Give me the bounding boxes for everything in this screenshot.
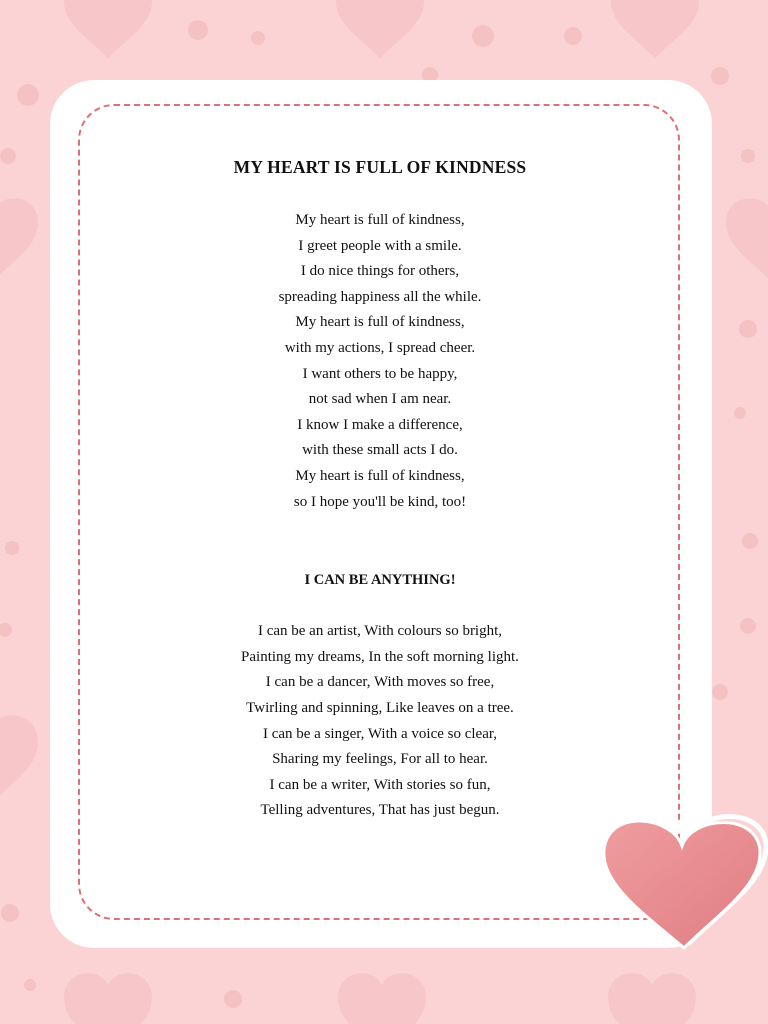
bg-heart-icon <box>611 0 699 59</box>
poem-line: I know I make a difference, <box>297 416 463 433</box>
poem-line: with these small acts I do. <box>302 442 458 459</box>
poem-line: I can be an artist, With colours so bright, <box>257 623 503 640</box>
heart-icon <box>596 808 768 956</box>
poem-content <box>80 104 680 824</box>
poem-line: Sharing my feelings, For all to hear. <box>272 751 488 768</box>
poem-title-2: I CAN BE ANYTHING! <box>304 572 456 589</box>
poem-body-2 <box>80 619 680 824</box>
poem-line: My heart is full of kindness, <box>295 212 465 228</box>
poem-line: I can be a writer, With stories so fun, <box>269 776 491 793</box>
poem-line: I greet people with a smile. <box>298 237 462 254</box>
poem-line: spreading happiness all the while. <box>278 288 482 305</box>
bg-heart-icon <box>726 198 768 280</box>
poem-line: My heart is full of kindness, <box>295 314 465 331</box>
poem-title: MY HEART IS FULL OF KINDNESS <box>233 157 527 177</box>
bg-heart-icon <box>338 973 426 1024</box>
poem-line: I do nice things for others, <box>300 263 460 280</box>
poem-line: not sad when I am near. <box>308 391 452 408</box>
poem-line: Twirling and spinning, Like leaves on a tree. <box>246 699 514 716</box>
poem-line: I can be a singer, With a voice so clear, <box>262 725 498 742</box>
bg-heart-icon <box>64 973 152 1024</box>
poem-line: I can be a dancer, With moves so free, <box>265 674 495 691</box>
poem-line: I want others to be happy, <box>302 365 458 382</box>
poem-line: Painting my dreams, In the soft morning light. <box>241 648 519 665</box>
poem-body <box>80 208 680 515</box>
bg-heart-icon <box>336 0 424 59</box>
poem-line: so I hope you'll be kind, too! <box>293 493 467 510</box>
poem-line: Telling adventures, That has just begun. <box>260 802 500 819</box>
bg-heart-icon <box>0 198 38 280</box>
bg-heart-icon <box>608 973 696 1024</box>
bg-heart-icon <box>0 715 38 805</box>
bg-heart-icon <box>64 0 152 59</box>
poem-line: with my actions, I spread cheer. <box>284 339 476 356</box>
poem-line: My heart is full of kindness, <box>295 467 465 484</box>
